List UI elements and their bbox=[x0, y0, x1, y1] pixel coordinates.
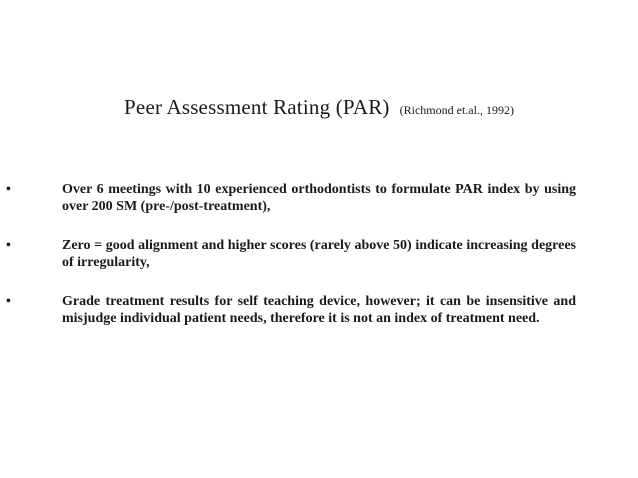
bullet-text: Over 6 meetings with 10 experienced orthodontists to formulate PAR index by using over 200 SM (pre-/post-treatment), bbox=[62, 182, 576, 214]
title-text: Peer Assessment Rating (PAR) bbox=[124, 95, 390, 119]
bullet-icon: • bbox=[6, 238, 11, 253]
bullet-list bbox=[0, 181, 638, 349]
bullet-icon: • bbox=[6, 294, 11, 309]
list-item bbox=[0, 181, 638, 215]
bullet-text: Zero = good alignment and higher scores (rarely above 50) indicate increasing degrees of irregularity, bbox=[62, 238, 576, 270]
list-item bbox=[0, 237, 638, 271]
slide-title bbox=[0, 95, 638, 120]
list-item bbox=[0, 293, 638, 327]
title-citation: (Richmond et.al., 1992) bbox=[399, 103, 514, 117]
bullet-icon: • bbox=[6, 182, 11, 197]
bullet-text: Grade treatment results for self teaching device, however; it can be insensitive and misjudge individual patient needs, therefore it is not an index of treatment need. bbox=[62, 294, 576, 326]
